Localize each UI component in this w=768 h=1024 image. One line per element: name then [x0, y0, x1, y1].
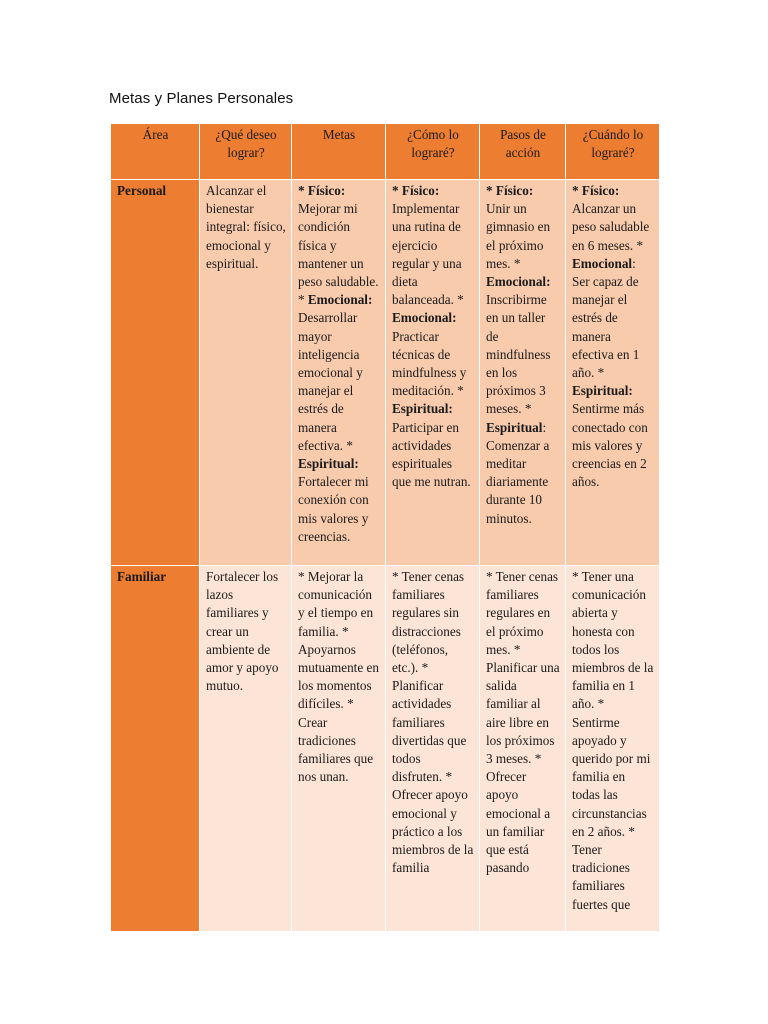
area-familiar: Familiar	[111, 566, 200, 932]
deseo-familiar: Fortalecer los lazos familiares y crear un ambiente de amor y apoyo mutuo.	[200, 566, 292, 932]
cuando-personal-espiritual-label: Espiritual:	[572, 383, 633, 399]
header-metas: Metas	[292, 124, 386, 180]
area-personal: Personal	[111, 180, 200, 566]
metas-familiar: * Mejorar la comunicación y el tiempo en familia. * Apoyarnos mutuamente en los momentos difíciles. * Crear tradiciones familiares que nos unan.	[292, 566, 386, 932]
cuando-personal	[566, 180, 660, 566]
metas-personal	[292, 180, 386, 566]
header-cuando: ¿Cuándo lo lograré?	[566, 124, 660, 180]
como-personal-espiritual-label: Espiritual:	[392, 401, 453, 417]
como-personal-espiritual-text: Participar en actividades espirituales que me nutran.	[392, 419, 471, 490]
pasos-personal-emocional-text: Inscribirme en un taller de mindfulness en los próximos 3 meses. *	[486, 292, 551, 417]
como-personal-fisico-text: Implementar una rutina de ejercicio regular y una dieta balanceada. *	[392, 201, 464, 308]
pasos-personal-emocional-label: Emocional:	[486, 274, 551, 290]
cuando-personal-espiritual-text: Sentirme más conectado con mis valores y creencias en 2 años.	[572, 401, 648, 490]
cuando-personal-fisico-label: * Físico:	[572, 183, 620, 198]
pasos-personal-fisico-text: Unir un gimnasio en el próximo mes. *	[486, 201, 551, 271]
table-header-row	[111, 124, 660, 180]
header-deseo: ¿Qué deseo lograr?	[200, 124, 292, 180]
header-area: Área	[111, 124, 200, 180]
como-personal-fisico-label: * Físico:	[392, 183, 440, 198]
pasos-personal-espiritual-text: : Comenzar a meditar diariamente durante 10 minutos.	[486, 419, 550, 526]
metas-personal-emocional-text: Desarrollar mayor inteligencia emocional y manejar el estrés de manera efectiva. *	[298, 310, 363, 453]
como-personal-emocional-label: Emocional:	[392, 310, 457, 326]
pasos-familiar: * Tener cenas familiares regulares en el próximo mes. * Planificar una salida familiar al aire libre en los próximos 3 meses. * Ofrecer apoyo emocional a un familiar que está pasando	[480, 566, 566, 932]
pasos-personal-fisico-label: * Físico:	[486, 183, 534, 198]
cuando-personal-emocional-label: Emocional	[572, 255, 633, 271]
cuando-familiar: * Tener una comunicación abierta y honesta con todos los miembros de la familia en 1 año. * Sentirme apoyado y querido por mi familia en todas las circunstancias en 2 años. * Tener tradiciones familiares fuertes que	[566, 566, 660, 932]
metas-personal-espiritual-text: Fortalecer mi conexión con mis valores y creencias.	[298, 474, 369, 544]
table-row-personal	[111, 180, 660, 566]
header-pasos: Pasos de acción	[480, 124, 566, 180]
document-title: Metas y Planes Personales	[109, 90, 294, 107]
metas-personal-fisico-text: Mejorar mi condición física y mantener un peso saludable. *	[298, 201, 379, 308]
metas-personal-emocional-label: Emocional:	[307, 292, 373, 308]
goals-table	[110, 123, 660, 932]
como-familiar: * Tener cenas familiares regulares sin distracciones (teléfonos, etc.). * Planificar actividades familiares divertidas que todos disfruten. * Ofrecer apoyo emocional y práctico a los miembros de la familia	[386, 566, 480, 932]
cuando-personal-fisico-text: Alcanzar un peso saludable en 6 meses. *	[572, 201, 650, 253]
como-personal	[386, 180, 480, 566]
cuando-personal-emocional-text: : Ser capaz de manejar el estrés de manera efectiva en 1 año. *	[572, 255, 640, 381]
como-personal-emocional-text: Practicar técnicas de mindfulness y meditación. *	[392, 328, 467, 399]
metas-personal-fisico-label: * Físico:	[298, 183, 346, 198]
header-como: ¿Cómo lo lograré?	[386, 124, 480, 180]
table-row-familiar	[111, 566, 660, 932]
pasos-personal-espiritual-label: Espiritual	[486, 419, 543, 435]
metas-personal-espiritual-label: Espiritual:	[298, 456, 359, 472]
deseo-personal: Alcanzar el bienestar integral: físico, emocional y espiritual.	[200, 180, 292, 566]
pasos-personal	[480, 180, 566, 566]
